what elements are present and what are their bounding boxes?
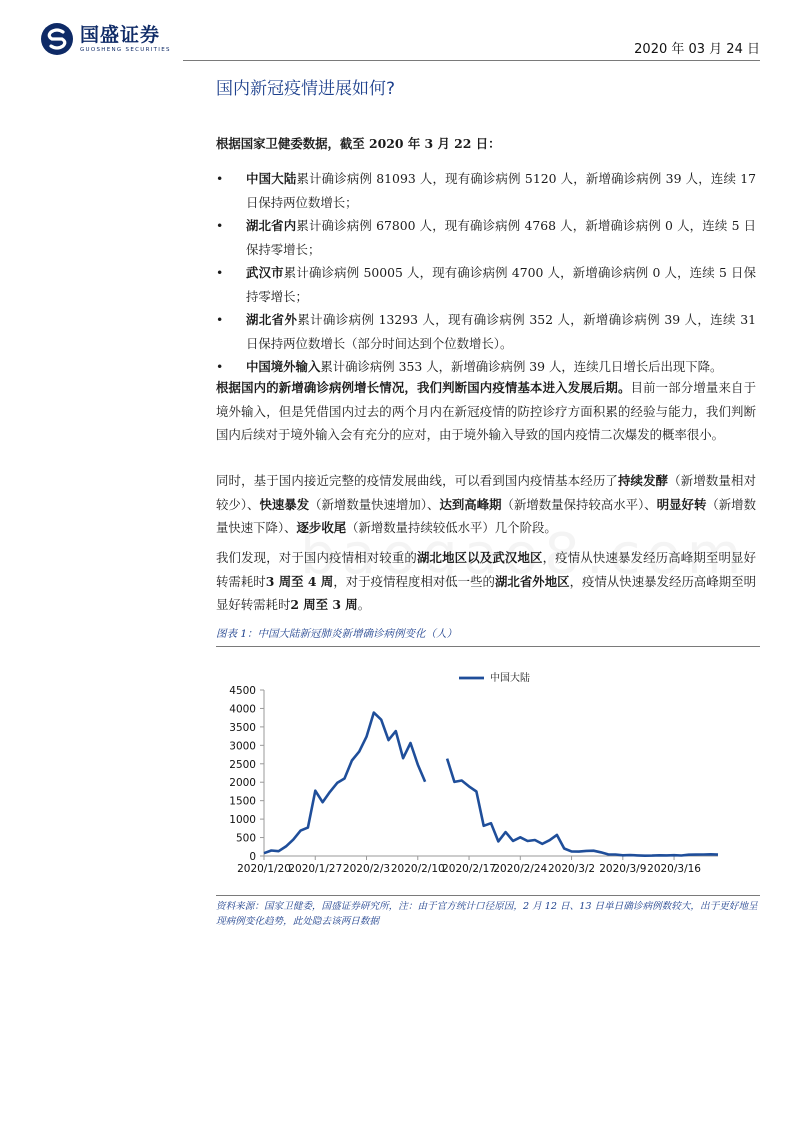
stages-text: （新增数量持续较低水平）几个阶段。 bbox=[346, 520, 557, 535]
stages-text: （新增数量快速增加）、 bbox=[309, 496, 440, 512]
chart-series bbox=[264, 713, 718, 856]
x-tick-label: 2020/2/3 bbox=[342, 863, 391, 875]
stages-text: 同时，基于国内接近完整的疫情发展曲线，可以看到国内疫情基本经历了 bbox=[216, 473, 618, 488]
bullet-symbol: • bbox=[216, 171, 224, 186]
findings-bold: 湖北省外地区 bbox=[494, 573, 570, 589]
y-tick-label: 2500 bbox=[229, 758, 256, 771]
stage-name: 明显好转 bbox=[656, 496, 707, 512]
paragraph-findings bbox=[216, 546, 756, 617]
findings-text: ，疫情从快速暴发经历高峰期至明显好转需耗时 bbox=[216, 550, 757, 589]
y-tick-label: 0 bbox=[249, 851, 256, 863]
stage-name: 逐步收尾 bbox=[296, 520, 347, 535]
section-title: 国内新冠疫情进展如何? bbox=[216, 79, 396, 99]
legend-label: 中国大陆 bbox=[490, 673, 530, 684]
x-tick-label: 2020/3/9 bbox=[599, 863, 647, 875]
company-logo bbox=[40, 22, 171, 56]
x-tick-label: 2020/2/24 bbox=[493, 863, 548, 875]
list-item bbox=[216, 308, 756, 355]
list-item bbox=[216, 261, 756, 308]
paragraph-judgement bbox=[216, 376, 756, 447]
new-cases-line-chart bbox=[216, 650, 761, 894]
x-tick-label: 2020/1/27 bbox=[288, 863, 343, 875]
x-tick-label: 2020/2/17 bbox=[442, 863, 496, 875]
guosheng-logo-icon bbox=[40, 22, 74, 56]
stages-text: （新增数量快速下降）、 bbox=[216, 496, 756, 535]
region-name: 武汉市 bbox=[246, 265, 284, 280]
chart-legend bbox=[459, 671, 530, 684]
region-stats: 累计确诊病例 353 人，新增确诊病例 39 人，连续几日增长后出现下降。 bbox=[320, 359, 723, 374]
judgement-bold: 根据国内的新增确诊病例增长情况，我们判断国内疫情基本进入发展后期。 bbox=[216, 380, 631, 395]
region-name: 中国境外输入 bbox=[246, 359, 321, 374]
figure-caption: 图表 1：中国大陆新冠肺炎新增确诊病例变化（人） bbox=[216, 628, 458, 640]
series-line-china-mainland bbox=[264, 713, 425, 854]
bullet-symbol: • bbox=[216, 218, 224, 233]
y-tick-label: 1500 bbox=[229, 795, 256, 808]
stage-name: 快速暴发 bbox=[259, 496, 310, 512]
findings-bold: 2 周至 3 周 bbox=[290, 597, 358, 612]
x-tick-label: 2020/2/10 bbox=[390, 863, 445, 875]
y-axis bbox=[229, 685, 264, 863]
region-name: 湖北省外 bbox=[246, 312, 298, 327]
page-header bbox=[0, 0, 800, 60]
y-tick-label: 3000 bbox=[229, 740, 256, 753]
x-tick-label: 2020/1/20 bbox=[237, 863, 291, 875]
region-stats: 累计确诊病例 50005 人，现有确诊病例 4700 人，新增确诊病例 0 人，连续 5 日保持零增长； bbox=[246, 265, 756, 304]
x-axis bbox=[237, 856, 718, 875]
x-tick-label: 2020/3/2 bbox=[547, 863, 596, 875]
figure-top-rule bbox=[216, 646, 760, 647]
intro-lead: 根据国家卫健委数据，截至 bbox=[216, 136, 370, 151]
stages-text: （新增数量相对较少）、 bbox=[216, 473, 757, 512]
stage-name: 持续发酵 bbox=[618, 473, 669, 488]
list-item bbox=[216, 355, 756, 379]
judgement-text: 目前一部分增量来自于境外输入，但是凭借国内过去的两个月内在新冠疫情的防控诊疗方面积累的经验与能力，我们判断国内后续对于境外输入会有充分的应对，由于境外输入导致的国内疫情二次爆发的概率很小。 bbox=[216, 380, 757, 442]
y-tick-label: 4000 bbox=[229, 703, 256, 716]
intro-paragraph bbox=[216, 132, 756, 156]
list-item bbox=[216, 214, 756, 261]
y-tick-label: 4500 bbox=[229, 685, 256, 697]
findings-text: 我们发现，对于国内疫情相对较重的 bbox=[216, 550, 417, 565]
region-name: 中国大陆 bbox=[246, 171, 297, 186]
findings-text: ，对于疫情程度相对低一些的 bbox=[333, 573, 495, 589]
y-tick-label: 2000 bbox=[229, 777, 256, 790]
figure-bottom-rule bbox=[216, 895, 760, 896]
report-date: 2020 年 03 月 24 日 bbox=[634, 42, 760, 57]
region-stats: 累计确诊病例 81093 人，现有确诊病例 5120 人，新增确诊病例 39 人，连续 17 日保持两位数增长； bbox=[246, 171, 756, 210]
bullet-symbol: • bbox=[216, 265, 224, 280]
region-stats: 累计确诊病例 67800 人，现有确诊病例 4768 人，新增确诊病例 0 人，连续 5 日保持零增长； bbox=[246, 218, 756, 257]
logo-english-name: GUOSHENG SECURITIES bbox=[80, 47, 171, 53]
y-tick-label: 500 bbox=[235, 832, 256, 845]
findings-text: 。 bbox=[357, 597, 371, 612]
intro-date: 2020 年 3 月 22 日 bbox=[369, 136, 489, 151]
region-stats: 累计确诊病例 13293 人，现有确诊病例 352 人，新增确诊病例 39 人，连续 31 日保持两位数增长（部分时间达到个位数增长）。 bbox=[246, 312, 757, 351]
findings-bold: 湖北地区以及武汉地区 bbox=[417, 550, 543, 565]
stage-name: 达到高峰期 bbox=[439, 496, 502, 512]
findings-text: ，疫情从快速暴发经历高峰期至明显好转需耗时 bbox=[216, 573, 757, 612]
bullet-symbol: • bbox=[216, 312, 224, 327]
header-divider bbox=[183, 60, 760, 61]
stats-bullet-list bbox=[216, 167, 756, 379]
x-tick-label: 2020/3/16 bbox=[647, 863, 701, 875]
intro-colon: ： bbox=[488, 136, 501, 151]
y-tick-label: 1000 bbox=[229, 814, 256, 827]
list-item bbox=[216, 167, 756, 214]
series-line-china-mainland bbox=[447, 759, 718, 856]
logo-chinese-name: 国盛证券 bbox=[80, 24, 161, 46]
findings-bold: 3 周至 4 周 bbox=[265, 573, 334, 589]
bullet-symbol: • bbox=[216, 359, 224, 374]
region-name: 湖北省内 bbox=[246, 218, 297, 233]
figure-source-note: 资料来源：国家卫健委，国盛证券研究所，注：由于官方统计口径原因，2 月 12 日、13 日单日确诊病例数较大，出于更好地呈现病例变化趋势，此处隐去该两日数据 bbox=[216, 901, 758, 927]
y-tick-label: 3500 bbox=[229, 721, 256, 734]
stages-text: （新增数量保持较高水平）、 bbox=[501, 496, 657, 512]
